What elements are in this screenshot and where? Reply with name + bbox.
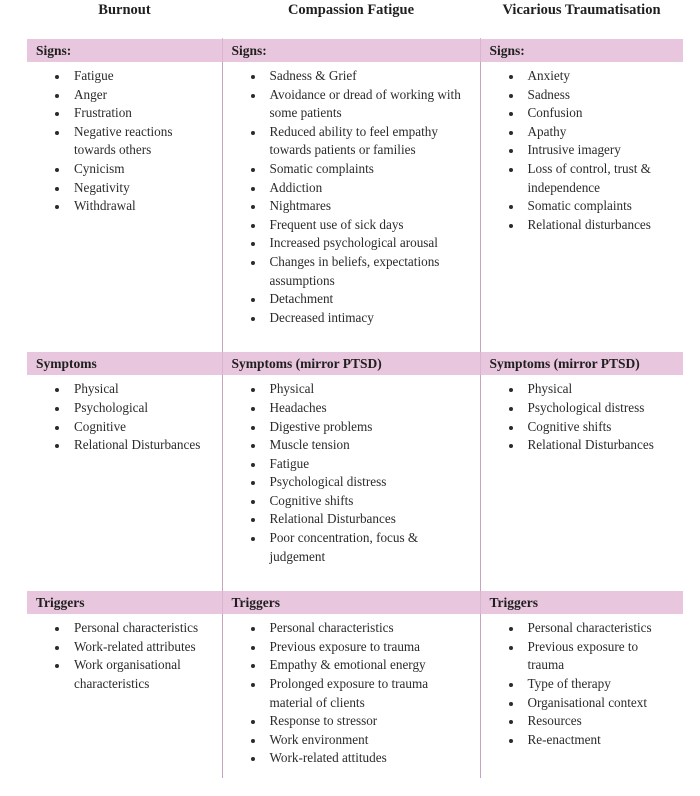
list-item: • Organisational context xyxy=(523,694,678,713)
list-item: • Work environment xyxy=(265,731,474,750)
band-cell-triggers-compassion-fatigue xyxy=(222,591,480,615)
gap-cell xyxy=(222,576,480,591)
list-item: • Personal characteristics xyxy=(523,619,678,638)
cell-triggers-vicarious-traumatisation xyxy=(480,614,683,778)
cell-triggers-compassion-fatigue xyxy=(222,614,480,778)
list-item: • Intrusive imagery xyxy=(523,141,678,160)
list-item: • Frequent use of sick days xyxy=(265,216,474,235)
list-triggers-burnout xyxy=(27,614,222,703)
cell-signs-vicarious-traumatisation xyxy=(480,62,683,337)
section-band-signs xyxy=(27,39,683,63)
list-symptoms-vicarious-traumatisation xyxy=(481,375,684,464)
section-band-triggers xyxy=(27,591,683,615)
list-item: • Loss of control, trust & independence xyxy=(523,160,678,197)
section-body-signs xyxy=(27,62,683,337)
list-symptoms-compassion-fatigue xyxy=(223,375,480,576)
list-item: • Changes in beliefs, expectations assumptions xyxy=(265,253,474,290)
list-item: • Apathy xyxy=(523,123,678,142)
list-item: • Withdrawal xyxy=(69,197,216,216)
cell-symptoms-compassion-fatigue xyxy=(222,375,480,576)
list-item: • Anxiety xyxy=(523,67,678,86)
band-label: Symptoms (mirror PTSD) xyxy=(231,356,382,372)
gap-cell xyxy=(222,337,480,352)
list-item: • Digestive problems xyxy=(265,418,474,437)
list-item: • Nightmares xyxy=(265,197,474,216)
band-cell-triggers-burnout xyxy=(27,591,222,615)
band-label: Symptoms xyxy=(36,356,97,372)
list-item: • Poor concentration, focus & judgement xyxy=(265,529,474,566)
list-signs-vicarious-traumatisation xyxy=(481,62,684,244)
list-triggers-vicarious-traumatisation xyxy=(481,614,684,759)
list-item: • Sadness & Grief xyxy=(265,67,474,86)
list-item: • Fatigue xyxy=(265,455,474,474)
list-item: • Work-related attributes xyxy=(69,638,216,657)
list-item: • Negativity xyxy=(69,179,216,198)
list-item: • Previous exposure to trauma xyxy=(523,638,678,675)
cell-triggers-burnout xyxy=(27,614,222,778)
list-item: • Psychological distress xyxy=(523,399,678,418)
list-item: • Muscle tension xyxy=(265,436,474,455)
list-signs-compassion-fatigue xyxy=(223,62,480,337)
band-label: Signs: xyxy=(489,43,525,58)
list-triggers-compassion-fatigue xyxy=(223,614,480,778)
list-item: • Physical xyxy=(523,380,678,399)
band-label: Signs: xyxy=(36,43,72,58)
band-cell-triggers-vicarious-traumatisation xyxy=(480,591,683,615)
list-item: • Relational disturbances xyxy=(523,216,678,235)
list-item: • Personal characteristics xyxy=(265,619,474,638)
list-item: • Previous exposure to trauma xyxy=(265,638,474,657)
list-item: • Confusion xyxy=(523,104,678,123)
column-headings-row xyxy=(27,0,683,38)
list-item: • Somatic complaints xyxy=(523,197,678,216)
gap-cell xyxy=(480,337,683,352)
list-item: • Empathy & emotional energy xyxy=(265,656,474,675)
cell-symptoms-vicarious-traumatisation xyxy=(480,375,683,576)
list-item: • Work-related attitudes xyxy=(265,749,474,768)
band-cell-symptoms-vicarious-traumatisation xyxy=(480,352,683,376)
section-gap xyxy=(27,337,683,352)
list-item: • Relational Disturbances xyxy=(265,510,474,529)
list-item: • Reduced ability to feel empathy towards patients or families xyxy=(265,123,474,160)
list-item: • Personal characteristics xyxy=(69,619,216,638)
band-label: Signs: xyxy=(231,43,267,58)
list-item: • Frustration xyxy=(69,104,216,123)
list-item: • Type of therapy xyxy=(523,675,678,694)
list-item: • Cognitive xyxy=(69,418,216,437)
band-cell-signs-compassion-fatigue xyxy=(222,39,480,63)
list-item: • Relational Disturbances xyxy=(523,436,678,455)
gap-cell xyxy=(27,576,222,591)
list-item: • Relational Disturbances xyxy=(69,436,216,455)
band-label: Triggers xyxy=(36,595,85,611)
column-heading-vicarious-traumatisation: Vicarious Traumatisation xyxy=(502,2,661,18)
list-item: • Anger xyxy=(69,86,216,105)
cell-symptoms-burnout xyxy=(27,375,222,576)
list-item: • Detachment xyxy=(265,290,474,309)
list-signs-burnout xyxy=(27,62,222,226)
band-cell-signs-vicarious-traumatisation xyxy=(480,39,683,63)
list-item: • Cognitive shifts xyxy=(265,492,474,511)
band-label: Triggers xyxy=(231,595,280,611)
gap-cell xyxy=(27,337,222,352)
list-item: • Avoidance or dread of working with some patients xyxy=(265,86,474,123)
band-label: Triggers xyxy=(489,595,538,611)
list-item: • Cognitive shifts xyxy=(523,418,678,437)
list-item: • Fatigue xyxy=(69,67,216,86)
section-band-symptoms xyxy=(27,352,683,376)
list-item: • Somatic complaints xyxy=(265,160,474,179)
list-item: • Work organisational characteristics xyxy=(69,656,216,693)
list-item: • Cynicism xyxy=(69,160,216,179)
band-cell-symptoms-burnout xyxy=(27,352,222,376)
list-item: • Increased psychological arousal xyxy=(265,234,474,253)
list-item: • Response to stressor xyxy=(265,712,474,731)
list-item: • Psychological xyxy=(69,399,216,418)
list-item: • Decreased intimacy xyxy=(265,309,474,328)
list-item: • Re-enactment xyxy=(523,731,678,750)
section-gap xyxy=(27,576,683,591)
list-item: • Negative reactions towards others xyxy=(69,123,216,160)
list-symptoms-burnout xyxy=(27,375,222,464)
list-item: • Addiction xyxy=(265,179,474,198)
list-item: • Headaches xyxy=(265,399,474,418)
list-item: • Physical xyxy=(265,380,474,399)
list-item: • Prolonged exposure to trauma material of clients xyxy=(265,675,474,712)
band-label: Symptoms (mirror PTSD) xyxy=(489,356,640,372)
gap-cell xyxy=(480,576,683,591)
list-item: • Physical xyxy=(69,380,216,399)
column-heading-compassion-fatigue: Compassion Fatigue xyxy=(287,2,415,18)
section-body-symptoms xyxy=(27,375,683,576)
section-body-triggers xyxy=(27,614,683,778)
cell-signs-burnout xyxy=(27,62,222,337)
comparison-table xyxy=(27,38,683,778)
band-cell-signs-burnout xyxy=(27,39,222,63)
list-item: • Psychological distress xyxy=(265,473,474,492)
cell-signs-compassion-fatigue xyxy=(222,62,480,337)
list-item: • Sadness xyxy=(523,86,678,105)
column-heading-burnout: Burnout xyxy=(98,2,151,18)
band-cell-symptoms-compassion-fatigue xyxy=(222,352,480,376)
list-item: • Resources xyxy=(523,712,678,731)
